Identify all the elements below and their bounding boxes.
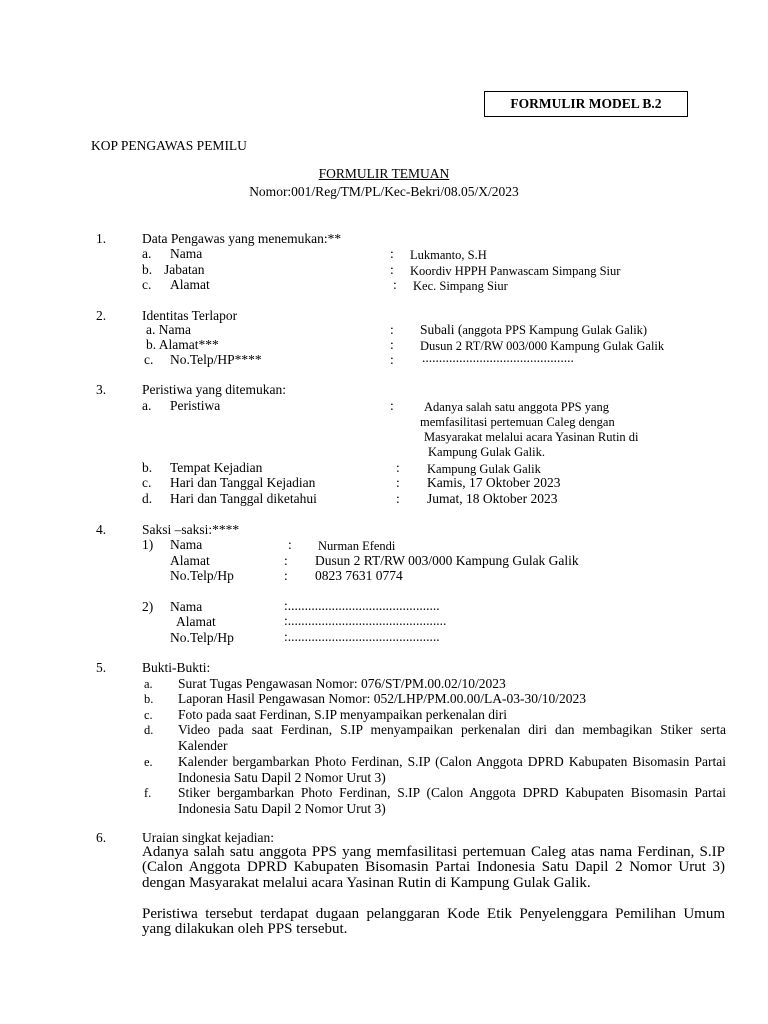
section3-number: 3.	[96, 382, 107, 397]
s5-item-b-marker: b.	[144, 692, 154, 706]
s3-diketahui-marker: d.	[142, 491, 153, 506]
s3-kejadian-value: Kamis, 17 Oktober 2023	[427, 475, 561, 490]
s4-saksi2-alamat-label: Alamat	[176, 614, 216, 629]
form-title	[0, 166, 768, 182]
section6-heading: Uraian singkat kejadian:	[142, 830, 274, 845]
section4-number: 4.	[96, 522, 107, 537]
s1-alamat-label: Alamat	[170, 277, 210, 292]
s4-saksi1-alamat-label: Alamat	[170, 553, 210, 568]
s3-peristiwa-line3: Masyarakat melalui acara Yasinan Rutin di	[424, 430, 639, 444]
s3-diketahui-label: Hari dan Tanggal diketahui	[170, 491, 317, 506]
s4-saksi1-alamat-colon: :	[284, 553, 288, 568]
s3-peristiwa-colon: :	[390, 398, 394, 413]
s4-saksi1-alamat-value: Dusun 2 RT/RW 003/000 Kampung Gulak Galik	[315, 553, 579, 568]
s2-nama-colon: :	[390, 322, 394, 337]
s4-saksi1-nama-label: Nama	[170, 537, 203, 552]
s4-saksi2-telp-label: No.Telp/Hp	[170, 630, 234, 645]
section1-heading: Data Pengawas yang menemukan:**	[142, 231, 342, 246]
section6-number: 6.	[96, 830, 107, 845]
s1-alamat-value: Kec. Simpang Siur	[413, 279, 508, 293]
s2-nama-note: anggota PPS Kampung Gulak Galik)	[462, 323, 648, 337]
kop-label: KOP PENGAWAS PEMILU	[91, 138, 247, 153]
s5-item-b-text: Laporan Hasil Pengawasan Nomor: 052/LHP/PM.00.00/LA-03-30/10/2023	[178, 691, 586, 706]
s4-saksi1-nama-colon: :	[288, 537, 292, 552]
s1-jabatan-colon: :	[390, 262, 394, 277]
form-title-text: FORMULIR TEMUAN	[318, 166, 450, 181]
s2-telp-value: .............................................	[422, 350, 574, 365]
s5-item-d-text: Video pada saat Ferdinan, S.IP menyampaikan perkenalan diri dan membagikan Stiker serta Kalender	[178, 722, 726, 753]
s3-tempat-label: Tempat Kejadian	[170, 460, 263, 475]
s4-saksi2-alamat-value: :...............................................	[284, 613, 447, 628]
s3-kejadian-marker: c.	[142, 475, 152, 490]
s3-peristiwa-line4: Kampung Gulak Galik.	[428, 445, 545, 459]
section2-heading: Identitas Terlapor	[142, 308, 238, 323]
s3-tempat-value: Kampung Gulak Galik	[427, 462, 541, 476]
s4-saksi2-telp-value: :.............................................	[284, 629, 440, 644]
s5-item-f-marker: f.	[144, 786, 152, 800]
s2-telp-colon: :	[390, 352, 394, 367]
s6-paragraph-1: Adanya salah satu anggota PPS yang memfasilitasi pertemuan Caleg atas nama Ferdinan, S.IP (Calon Anggota DPRD Kabupaten Bisomasin Partai Indonesia Satu Dapil 2 Nomor Urut 3) dengan Masyarakat melalui acara Yasinan Rutin di Kampung Gulak Galik.	[142, 844, 725, 891]
form-model-label: FORMULIR MODEL B.2	[484, 91, 688, 117]
s3-peristiwa-label: Peristiwa	[170, 398, 221, 413]
section1-number: 1.	[96, 231, 107, 246]
s3-tempat-colon: :	[396, 460, 400, 475]
s4-saksi1-nama-value: Nurman Efendi	[318, 539, 396, 553]
s4-saksi1-telp-colon: :	[284, 568, 288, 583]
s1-jabatan-label: Jabatan	[164, 262, 205, 277]
s3-kejadian-label: Hari dan Tanggal Kejadian	[170, 475, 316, 490]
s1-alamat-colon: :	[393, 277, 397, 292]
s4-saksi1-marker: 1)	[142, 537, 154, 552]
s4-saksi1-telp-value: 0823 7631 0774	[315, 568, 403, 583]
s5-item-f-text: Stiker bergambarkan Photo Ferdinan, S.IP (Calon Anggota DPRD Kabupaten Bisomasin Partai Indonesia Satu Dapil 2 Nomor Urut 3)	[178, 785, 726, 816]
s5-item-d-marker: d.	[144, 723, 154, 737]
s5-item-c-text: Foto pada saat Ferdinan, S.IP menyampaikan perkenalan diri	[178, 707, 508, 722]
s2-nama-label: a. Nama	[146, 322, 191, 337]
s2-nama-name: Subali (	[420, 322, 463, 337]
s4-saksi2-nama-value: :.............................................	[284, 598, 440, 613]
s3-tempat-marker: b.	[142, 460, 153, 475]
s5-item-a-text: Surat Tugas Pengawasan Nomor: 076/ST/PM.00.02/10/2023	[178, 676, 506, 691]
s5-item-a-marker: a.	[144, 677, 153, 691]
s1-jabatan-marker: b.	[142, 262, 153, 277]
s2-alamat-label: b. Alamat***	[146, 337, 219, 352]
s5-item-e-marker: e.	[144, 755, 153, 769]
s5-item-e-text: Kalender bergambarkan Photo Ferdinan, S.IP (Calon Anggota DPRD Kabupaten Bisomasin Partai Indonesia Satu Dapil 2 Nomor Urut 3)	[178, 754, 726, 785]
s1-alamat-marker: c.	[142, 277, 152, 292]
s2-telp-label: No.Telp/HP****	[170, 352, 262, 367]
s5-item-c-marker: c.	[144, 708, 153, 722]
s1-jabatan-value: Koordiv HPPH Panwascam Simpang Siur	[410, 264, 621, 278]
section3-heading: Peristiwa yang ditemukan:	[142, 382, 286, 397]
s4-saksi2-marker: 2)	[142, 599, 154, 614]
form-number: Nomor:001/Reg/TM/PL/Kec-Bekri/08.05/X/2023	[249, 184, 519, 199]
s3-diketahui-colon: :	[396, 491, 400, 506]
s6-paragraph-2: Peristiwa tersebut terdapat dugaan pelanggaran Kode Etik Penyelenggara Pemilihan Umum yang dilakukan oleh PPS tersebut.	[142, 906, 725, 938]
s1-nama-label: Nama	[170, 246, 203, 261]
s2-alamat-colon: :	[390, 337, 394, 352]
s1-nama-marker: a.	[142, 246, 152, 261]
s1-nama-colon: :	[390, 246, 394, 261]
section4-heading: Saksi –saksi:****	[142, 522, 240, 537]
section5-number: 5.	[96, 660, 107, 675]
s2-nama-value	[420, 322, 647, 338]
s2-alamat-value: Dusun 2 RT/RW 003/000 Kampung Gulak Galik	[420, 339, 665, 353]
s1-nama-value: Lukmanto, S.H	[410, 248, 487, 262]
s3-kejadian-colon: :	[396, 475, 400, 490]
s4-saksi2-nama-label: Nama	[170, 599, 203, 614]
s3-diketahui-value: Jumat, 18 Oktober 2023	[427, 491, 558, 506]
s3-peristiwa-marker: a.	[142, 398, 152, 413]
s3-peristiwa-line2: memfasilitasi pertemuan Caleg dengan	[420, 415, 615, 429]
section2-number: 2.	[96, 308, 107, 323]
s3-peristiwa-line1: Adanya salah satu anggota PPS yang	[424, 400, 610, 414]
section5-heading: Bukti-Bukti:	[142, 660, 211, 675]
s4-saksi1-telp-label: No.Telp/Hp	[170, 568, 234, 583]
s2-telp-marker: c.	[144, 352, 154, 367]
